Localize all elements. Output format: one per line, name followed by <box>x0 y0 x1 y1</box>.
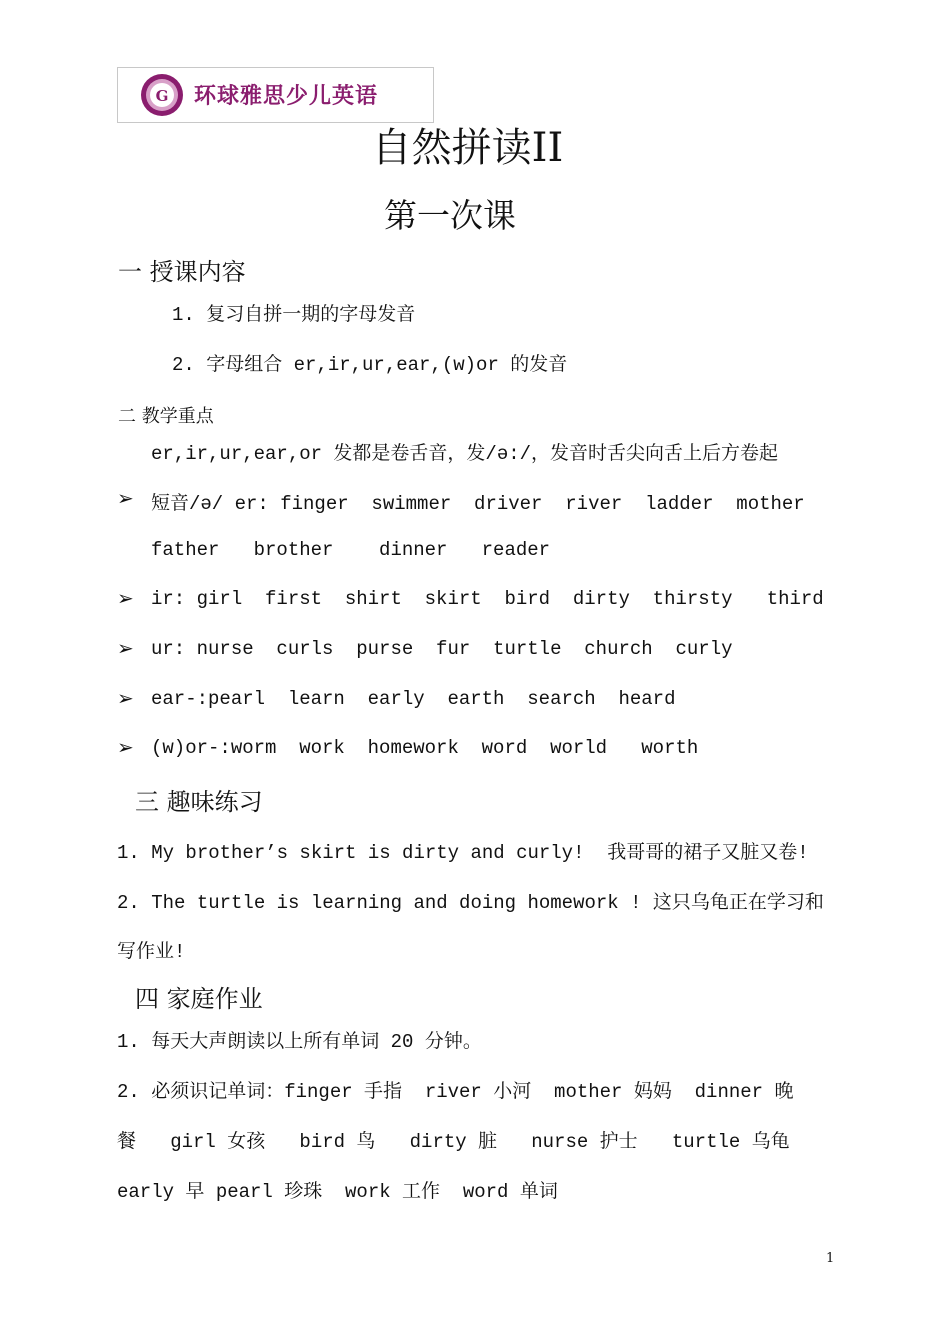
svg-text:G: G <box>155 87 169 105</box>
word-line: father brother dinner reader <box>151 539 551 561</box>
logo <box>117 67 434 123</box>
word-line: 短音/ə/ er: finger swimmer driver river ladder mother <box>151 493 805 515</box>
practice-line: 1. My brother’s skirt is dirty and curly! 我哥哥的裙子又脏又卷! <box>117 842 809 864</box>
bullet-arrow-icon: ➢ <box>117 586 134 610</box>
document-title: 自然拼读II <box>371 125 564 171</box>
word-line: ear-:pearl learn early earth search heard <box>151 688 676 710</box>
intro-text: er,ir,ur,ear,or 发都是卷舌音，发/ə:/，发音时舌尖向舌上后方卷起 <box>151 443 779 465</box>
logo-text: 环球雅思少儿英语 <box>194 84 379 109</box>
practice-line: 写作业! <box>117 941 186 963</box>
section-heading-key-points: 二 教学重点 <box>118 406 214 427</box>
list-item: 1. 复习自拼一期的字母发音 <box>172 304 416 326</box>
logo-emblem-icon <box>140 73 184 117</box>
homework-line: early 早 pearl 珍珠 work 工作 word 单词 <box>117 1181 558 1203</box>
word-line: ur: nurse curls purse fur turtle church curly <box>151 638 733 660</box>
word-line: ir: girl first shirt skirt bird dirty thirsty third <box>151 588 824 610</box>
page-number: 1 <box>826 1251 835 1266</box>
section-heading-fun-practice: 三 趣味练习 <box>135 788 263 816</box>
practice-line: 2. The turtle is learning and doing homework ! 这只乌龟正在学习和 <box>117 892 824 914</box>
bullet-arrow-icon: ➢ <box>117 636 134 660</box>
homework-line: 餐 girl 女孩 bird 鸟 dirty 脏 nurse 护士 turtle 乌龟 <box>117 1131 790 1153</box>
homework-line: 1. 每天大声朗读以上所有单词 20 分钟。 <box>117 1031 482 1053</box>
bullet-arrow-icon: ➢ <box>117 686 134 710</box>
word-line: (w)or-:worm work homework word world worth <box>151 737 699 759</box>
section-heading-homework: 四 家庭作业 <box>135 985 263 1013</box>
document-subtitle: 第一次课 <box>384 196 516 235</box>
list-item: 2. 字母组合 er,ir,ur,ear,(w)or 的发音 <box>172 354 568 376</box>
bullet-arrow-icon: ➢ <box>117 735 134 759</box>
bullet-arrow-icon: ➢ <box>117 486 134 510</box>
section-heading-teaching-content: 一 授课内容 <box>118 258 246 286</box>
homework-line: 2. 必须识记单词：finger 手指 river 小河 mother 妈妈 dinner 晚 <box>117 1081 794 1103</box>
